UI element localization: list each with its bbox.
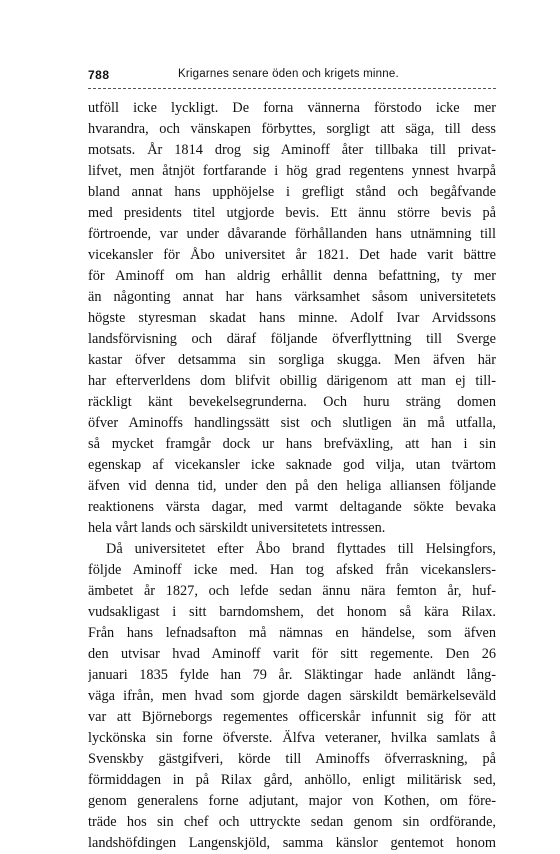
- text-line: utföll icke lyckligt. De forna vännerna förstodo icke mer: [88, 100, 496, 116]
- text-line: bland annat hans upphöjelse i grefligt stånd och begåfvande: [88, 184, 496, 200]
- header-rule: [88, 88, 496, 89]
- body-text: [88, 98, 496, 854]
- text-line: lyckönska sin forne öfverste. Älfva veteraner, hvilka samlats å: [88, 730, 496, 746]
- page-header: [88, 66, 496, 86]
- text-line: landshöfdingen Langenskjöld, samma känslor gentemot honom: [88, 835, 496, 851]
- text-line: för Aminoff om han aldrig erhållit denna befattning, ty mer: [88, 268, 496, 284]
- text-line: så mycket framgår dock ur hans brefväxling, att han i sin: [88, 436, 496, 452]
- text-line: Då universitetet efter Åbo brand flyttades till Helsingfors,: [106, 541, 496, 557]
- text-line: genom generalens forne adjutant, major von Kothen, om före-: [88, 793, 496, 809]
- text-line: förtroende, var under dåvarande förhållanden hans utnämning till: [88, 226, 496, 242]
- text-line: med presidents titel utgjorde bevis. Ett ännu större bevis på: [88, 205, 496, 221]
- text-line: än någonting annat har hans värksamhet såsom universitetets: [88, 289, 496, 305]
- text-line: kastar öfver detsamma sin sorgliga skugga. Men äfven här: [88, 352, 496, 368]
- text-line: hela vårt lands och särskildt universitetets intressen.: [88, 520, 386, 536]
- text-line: räckligt känt bevekelsegrunderna. Och huru sträng domen: [88, 394, 496, 410]
- text-line: hvarandra, och vänskapen förbyttes, sorgligt att säga, till dess: [88, 121, 496, 137]
- running-title: Krigarnes senare öden och krigets minne.: [178, 68, 399, 80]
- text-line: egenskap af vicekansler icke saknade god vilja, utan tvärtom: [88, 457, 496, 473]
- text-line: den utvisar hvad Aminoff varit för sitt regemente. Den 26: [88, 646, 496, 662]
- text-line: landsförvisning och däraf följande öfverflyttning till Sverge: [88, 331, 496, 347]
- text-line: Från hans lefnadsafton må nämnas en händelse, som äfven: [88, 625, 496, 641]
- text-line: förmiddagen in på Rilax gård, anhöllo, enligt militärisk sed,: [88, 772, 496, 788]
- text-line: vudsakligast i sitt barndomshem, det honom så kära Rilax.: [88, 604, 496, 620]
- page-number: 788: [88, 68, 110, 82]
- text-line: Svenskby gästgifveri, körde till Aminoffs öfverraskning, på: [88, 751, 496, 767]
- text-line: väga ifrån, men hvad som gjorde dagen särskildt bemärkelseväld: [88, 688, 496, 704]
- text-line: reaktionens värsta dagar, med varmt deltagande sökte bevaka: [88, 499, 496, 515]
- text-line: har efterverldens dom blifvit obillig därigenom att man ej till-: [88, 373, 496, 389]
- text-line: öfver Aminoffs handlingssätt sist och slutligen än må utfalla,: [88, 415, 496, 431]
- text-line: januari 1835 fylde han 79 år. Släktingar hade anländt lång-: [88, 667, 496, 683]
- text-line: träde hos sin chef och uttryckte sedan genom sin ordförande,: [88, 814, 496, 830]
- text-line: följde Aminoff icke med. Han tog afsked från vicekanslers-: [88, 562, 496, 578]
- text-line: var att Björneborgs regementes officerskår infunnit sig för att: [88, 709, 496, 725]
- text-line: högste styresman skadat hans minne. Adolf Ivar Arvidssons: [88, 310, 496, 326]
- text-line: motsats. År 1814 drog sig Aminoff åter tillbaka till privat-: [88, 142, 496, 158]
- text-line: lifvet, men åtnjöt fortfarande i hög grad regentens ynnest hvarpå: [88, 163, 496, 179]
- text-line: äfven vid denna tid, under den på den heliga alliansen följande: [88, 478, 496, 494]
- text-line: vicekansler för Åbo universitet år 1821. Det hade varit bättre: [88, 247, 496, 263]
- text-line: ämbetet år 1827, och lefde sedan ännu nära femton år, huf-: [88, 583, 496, 599]
